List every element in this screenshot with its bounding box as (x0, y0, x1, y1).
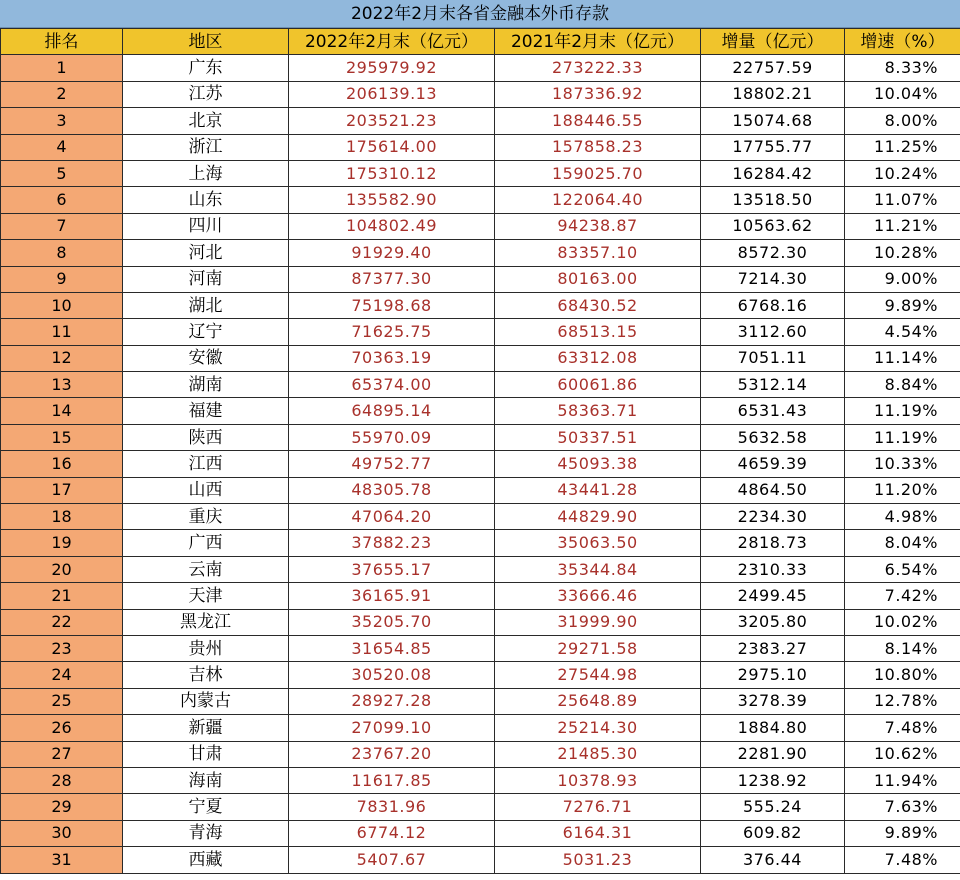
cell-region[interactable]: 青海 (123, 820, 289, 846)
cell-growth-rate[interactable]: 8.84% (845, 372, 960, 398)
cell-growth-rate[interactable]: 7.42% (845, 583, 960, 609)
header-region[interactable]: 地区 (123, 29, 289, 55)
cell-increase[interactable]: 3205.80 (701, 609, 845, 635)
cell-2021-deposit[interactable]: 43441.28 (495, 477, 701, 503)
table-row (1, 451, 960, 477)
cell-rank[interactable]: 12 (1, 345, 123, 371)
table-row (1, 398, 960, 424)
cell-rank[interactable]: 10 (1, 292, 123, 318)
cell-2022-deposit[interactable]: 295979.92 (289, 55, 495, 81)
table-row (1, 266, 960, 292)
table-row (1, 820, 960, 846)
table-body (1, 55, 960, 873)
table-row (1, 213, 960, 239)
cell-2022-deposit[interactable]: 7831.96 (289, 794, 495, 820)
cell-2021-deposit[interactable]: 63312.08 (495, 345, 701, 371)
table-row (1, 662, 960, 688)
cell-2021-deposit[interactable]: 157858.23 (495, 134, 701, 160)
cell-2022-deposit[interactable]: 36165.91 (289, 583, 495, 609)
cell-increase[interactable]: 16284.42 (701, 160, 845, 186)
cell-region[interactable]: 海南 (123, 767, 289, 793)
cell-region[interactable]: 陕西 (123, 424, 289, 450)
table-row (1, 292, 960, 318)
cell-growth-rate[interactable]: 11.20% (845, 477, 960, 503)
cell-region[interactable]: 天津 (123, 583, 289, 609)
cell-increase[interactable]: 6531.43 (701, 398, 845, 424)
cell-growth-rate[interactable]: 8.04% (845, 530, 960, 556)
cell-growth-rate[interactable]: 10.04% (845, 81, 960, 107)
cell-growth-rate[interactable]: 11.07% (845, 187, 960, 213)
cell-rank[interactable]: 8 (1, 240, 123, 266)
cell-increase[interactable]: 2281.90 (701, 741, 845, 767)
table-title[interactable]: 2022年2月末各省金融本外币存款 (0, 0, 960, 28)
cell-region[interactable]: 新疆 (123, 715, 289, 741)
table-row (1, 583, 960, 609)
cell-region[interactable]: 重庆 (123, 504, 289, 530)
cell-rank[interactable]: 31 (1, 847, 123, 873)
cell-rank[interactable]: 5 (1, 160, 123, 186)
cell-2022-deposit[interactable]: 37655.17 (289, 556, 495, 582)
table-row (1, 715, 960, 741)
cell-2022-deposit[interactable]: 135582.90 (289, 187, 495, 213)
cell-2021-deposit[interactable]: 58363.71 (495, 398, 701, 424)
header-increase[interactable]: 增量（亿元） (701, 29, 845, 55)
cell-2021-deposit[interactable]: 188446.55 (495, 108, 701, 134)
cell-increase[interactable]: 7051.11 (701, 345, 845, 371)
cell-increase[interactable]: 4864.50 (701, 477, 845, 503)
cell-growth-rate[interactable]: 11.21% (845, 213, 960, 239)
table-row (1, 530, 960, 556)
cell-increase[interactable]: 2234.30 (701, 504, 845, 530)
cell-increase[interactable]: 18802.21 (701, 81, 845, 107)
cell-2021-deposit[interactable]: 187336.92 (495, 81, 701, 107)
cell-2022-deposit[interactable]: 6774.12 (289, 820, 495, 846)
table-row (1, 556, 960, 582)
cell-rank[interactable]: 21 (1, 583, 123, 609)
cell-region[interactable]: 吉林 (123, 662, 289, 688)
cell-rank[interactable]: 3 (1, 108, 123, 134)
table-row (1, 741, 960, 767)
cell-growth-rate[interactable]: 11.25% (845, 134, 960, 160)
cell-2021-deposit[interactable]: 7276.71 (495, 794, 701, 820)
cell-increase[interactable]: 10563.62 (701, 213, 845, 239)
cell-increase[interactable]: 609.82 (701, 820, 845, 846)
cell-rank[interactable]: 27 (1, 741, 123, 767)
cell-region[interactable]: 河南 (123, 266, 289, 292)
cell-region[interactable]: 山东 (123, 187, 289, 213)
cell-2021-deposit[interactable]: 60061.86 (495, 372, 701, 398)
cell-growth-rate[interactable]: 7.48% (845, 847, 960, 873)
cell-region[interactable]: 广西 (123, 530, 289, 556)
table-row (1, 55, 960, 81)
table-row (1, 477, 960, 503)
cell-rank[interactable]: 30 (1, 820, 123, 846)
cell-2022-deposit[interactable]: 31654.85 (289, 635, 495, 661)
cell-2022-deposit[interactable]: 175614.00 (289, 134, 495, 160)
cell-2021-deposit[interactable]: 83357.10 (495, 240, 701, 266)
cell-2022-deposit[interactable]: 37882.23 (289, 530, 495, 556)
cell-2022-deposit[interactable]: 75198.68 (289, 292, 495, 318)
cell-increase[interactable]: 4659.39 (701, 451, 845, 477)
cell-increase[interactable]: 17755.77 (701, 134, 845, 160)
table-row (1, 240, 960, 266)
cell-rank[interactable]: 25 (1, 688, 123, 714)
cell-growth-rate[interactable]: 9.89% (845, 820, 960, 846)
cell-growth-rate[interactable]: 8.33% (845, 55, 960, 81)
cell-2022-deposit[interactable]: 23767.20 (289, 741, 495, 767)
table-row (1, 319, 960, 345)
cell-2021-deposit[interactable]: 25648.89 (495, 688, 701, 714)
cell-growth-rate[interactable]: 10.62% (845, 741, 960, 767)
cell-increase[interactable]: 2818.73 (701, 530, 845, 556)
cell-growth-rate[interactable]: 9.00% (845, 266, 960, 292)
cell-2021-deposit[interactable]: 45093.38 (495, 451, 701, 477)
cell-2022-deposit[interactable]: 11617.85 (289, 767, 495, 793)
cell-region[interactable]: 宁夏 (123, 794, 289, 820)
cell-region[interactable]: 广东 (123, 55, 289, 81)
cell-growth-rate[interactable]: 10.28% (845, 240, 960, 266)
cell-growth-rate[interactable]: 11.19% (845, 424, 960, 450)
cell-rank[interactable]: 16 (1, 451, 123, 477)
cell-growth-rate[interactable]: 11.14% (845, 345, 960, 371)
cell-increase[interactable]: 2499.45 (701, 583, 845, 609)
header-growth-rate[interactable]: 增速（%） (845, 29, 960, 55)
cell-2021-deposit[interactable]: 29271.58 (495, 635, 701, 661)
cell-region[interactable]: 云南 (123, 556, 289, 582)
cell-growth-rate[interactable]: 7.48% (845, 715, 960, 741)
cell-2022-deposit[interactable]: 91929.40 (289, 240, 495, 266)
cell-increase[interactable]: 5312.14 (701, 372, 845, 398)
cell-region[interactable]: 黑龙江 (123, 609, 289, 635)
header-row (1, 29, 960, 55)
cell-rank[interactable]: 18 (1, 504, 123, 530)
table-row (1, 187, 960, 213)
cell-2021-deposit[interactable]: 25214.30 (495, 715, 701, 741)
cell-region[interactable]: 甘肃 (123, 741, 289, 767)
cell-growth-rate[interactable]: 12.78% (845, 688, 960, 714)
cell-2022-deposit[interactable]: 203521.23 (289, 108, 495, 134)
cell-increase[interactable]: 2383.27 (701, 635, 845, 661)
cell-2021-deposit[interactable]: 80163.00 (495, 266, 701, 292)
cell-rank[interactable]: 17 (1, 477, 123, 503)
cell-2021-deposit[interactable]: 68430.52 (495, 292, 701, 318)
header-rank[interactable]: 排名 (1, 29, 123, 55)
cell-2021-deposit[interactable]: 159025.70 (495, 160, 701, 186)
cell-2022-deposit[interactable]: 28927.28 (289, 688, 495, 714)
cell-region[interactable]: 贵州 (123, 635, 289, 661)
cell-rank[interactable]: 26 (1, 715, 123, 741)
cell-growth-rate[interactable]: 10.02% (845, 609, 960, 635)
cell-region[interactable]: 四川 (123, 213, 289, 239)
table-row (1, 688, 960, 714)
cell-2021-deposit[interactable]: 33666.46 (495, 583, 701, 609)
cell-region[interactable]: 河北 (123, 240, 289, 266)
cell-2021-deposit[interactable]: 5031.23 (495, 847, 701, 873)
cell-growth-rate[interactable]: 11.94% (845, 767, 960, 793)
table-row (1, 160, 960, 186)
cell-growth-rate[interactable]: 10.33% (845, 451, 960, 477)
cell-growth-rate[interactable]: 11.19% (845, 398, 960, 424)
cell-2022-deposit[interactable]: 49752.77 (289, 451, 495, 477)
deposit-table (0, 28, 960, 874)
cell-rank[interactable]: 15 (1, 424, 123, 450)
cell-2021-deposit[interactable]: 6164.31 (495, 820, 701, 846)
cell-region[interactable]: 辽宁 (123, 319, 289, 345)
cell-2022-deposit[interactable]: 71625.75 (289, 319, 495, 345)
cell-region[interactable]: 上海 (123, 160, 289, 186)
cell-growth-rate[interactable]: 7.63% (845, 794, 960, 820)
cell-rank[interactable]: 29 (1, 794, 123, 820)
cell-2021-deposit[interactable]: 31999.90 (495, 609, 701, 635)
cell-2022-deposit[interactable]: 48305.78 (289, 477, 495, 503)
cell-rank[interactable]: 13 (1, 372, 123, 398)
cell-region[interactable]: 北京 (123, 108, 289, 134)
table-row (1, 794, 960, 820)
cell-region[interactable]: 湖南 (123, 372, 289, 398)
cell-2022-deposit[interactable]: 70363.19 (289, 345, 495, 371)
header-2022-deposit[interactable]: 2022年2月末（亿元） (289, 29, 495, 55)
cell-increase[interactable]: 2310.33 (701, 556, 845, 582)
header-2021-deposit[interactable]: 2021年2月末（亿元） (495, 29, 701, 55)
cell-rank[interactable]: 2 (1, 81, 123, 107)
table-row (1, 609, 960, 635)
cell-increase[interactable]: 22757.59 (701, 55, 845, 81)
cell-increase[interactable]: 15074.68 (701, 108, 845, 134)
cell-2021-deposit[interactable]: 35063.50 (495, 530, 701, 556)
cell-growth-rate[interactable]: 10.80% (845, 662, 960, 688)
table-row (1, 81, 960, 107)
cell-2021-deposit[interactable]: 44829.90 (495, 504, 701, 530)
cell-region[interactable]: 西藏 (123, 847, 289, 873)
cell-rank[interactable]: 7 (1, 213, 123, 239)
cell-increase[interactable]: 1238.92 (701, 767, 845, 793)
cell-region[interactable]: 浙江 (123, 134, 289, 160)
cell-rank[interactable]: 9 (1, 266, 123, 292)
table-row (1, 504, 960, 530)
cell-rank[interactable]: 6 (1, 187, 123, 213)
cell-2022-deposit[interactable]: 65374.00 (289, 372, 495, 398)
table-row (1, 345, 960, 371)
cell-rank[interactable]: 11 (1, 319, 123, 345)
table-row (1, 424, 960, 450)
cell-rank[interactable]: 22 (1, 609, 123, 635)
cell-growth-rate[interactable]: 4.98% (845, 504, 960, 530)
table-row (1, 108, 960, 134)
cell-increase[interactable]: 7214.30 (701, 266, 845, 292)
cell-increase[interactable]: 6768.16 (701, 292, 845, 318)
cell-2021-deposit[interactable]: 35344.84 (495, 556, 701, 582)
cell-increase[interactable]: 5632.58 (701, 424, 845, 450)
cell-2022-deposit[interactable]: 87377.30 (289, 266, 495, 292)
cell-growth-rate[interactable]: 10.24% (845, 160, 960, 186)
cell-rank[interactable]: 4 (1, 134, 123, 160)
cell-region[interactable]: 山西 (123, 477, 289, 503)
cell-2021-deposit[interactable]: 10378.93 (495, 767, 701, 793)
cell-rank[interactable]: 1 (1, 55, 123, 81)
cell-region[interactable]: 湖北 (123, 292, 289, 318)
cell-2021-deposit[interactable]: 273222.33 (495, 55, 701, 81)
cell-2022-deposit[interactable]: 30520.08 (289, 662, 495, 688)
cell-rank[interactable]: 19 (1, 530, 123, 556)
cell-region[interactable]: 江西 (123, 451, 289, 477)
cell-2021-deposit[interactable]: 94238.87 (495, 213, 701, 239)
table-row (1, 847, 960, 873)
cell-2022-deposit[interactable]: 55970.09 (289, 424, 495, 450)
table-row (1, 767, 960, 793)
cell-2021-deposit[interactable]: 122064.40 (495, 187, 701, 213)
cell-2021-deposit[interactable]: 21485.30 (495, 741, 701, 767)
table-row (1, 635, 960, 661)
cell-region[interactable]: 江苏 (123, 81, 289, 107)
cell-increase[interactable]: 1884.80 (701, 715, 845, 741)
cell-2022-deposit[interactable]: 206139.13 (289, 81, 495, 107)
cell-2022-deposit[interactable]: 64895.14 (289, 398, 495, 424)
cell-rank[interactable]: 24 (1, 662, 123, 688)
cell-increase[interactable]: 3278.39 (701, 688, 845, 714)
cell-growth-rate[interactable]: 9.89% (845, 292, 960, 318)
cell-rank[interactable]: 23 (1, 635, 123, 661)
cell-increase[interactable]: 13518.50 (701, 187, 845, 213)
cell-increase[interactable]: 8572.30 (701, 240, 845, 266)
cell-rank[interactable]: 28 (1, 767, 123, 793)
cell-growth-rate[interactable]: 4.54% (845, 319, 960, 345)
table-row (1, 134, 960, 160)
cell-region[interactable]: 安徽 (123, 345, 289, 371)
table-row (1, 372, 960, 398)
cell-2022-deposit[interactable]: 104802.49 (289, 213, 495, 239)
cell-region[interactable]: 内蒙古 (123, 688, 289, 714)
cell-2022-deposit[interactable]: 27099.10 (289, 715, 495, 741)
cell-rank[interactable]: 20 (1, 556, 123, 582)
cell-increase[interactable]: 555.24 (701, 794, 845, 820)
cell-region[interactable]: 福建 (123, 398, 289, 424)
cell-2022-deposit[interactable]: 35205.70 (289, 609, 495, 635)
cell-growth-rate[interactable]: 6.54% (845, 556, 960, 582)
cell-growth-rate[interactable]: 8.14% (845, 635, 960, 661)
cell-increase[interactable]: 376.44 (701, 847, 845, 873)
cell-2021-deposit[interactable]: 50337.51 (495, 424, 701, 450)
cell-growth-rate[interactable]: 8.00% (845, 108, 960, 134)
cell-2022-deposit[interactable]: 175310.12 (289, 160, 495, 186)
cell-2022-deposit[interactable]: 47064.20 (289, 504, 495, 530)
cell-increase[interactable]: 3112.60 (701, 319, 845, 345)
cell-2021-deposit[interactable]: 68513.15 (495, 319, 701, 345)
cell-2021-deposit[interactable]: 27544.98 (495, 662, 701, 688)
cell-increase[interactable]: 2975.10 (701, 662, 845, 688)
cell-rank[interactable]: 14 (1, 398, 123, 424)
cell-2022-deposit[interactable]: 5407.67 (289, 847, 495, 873)
